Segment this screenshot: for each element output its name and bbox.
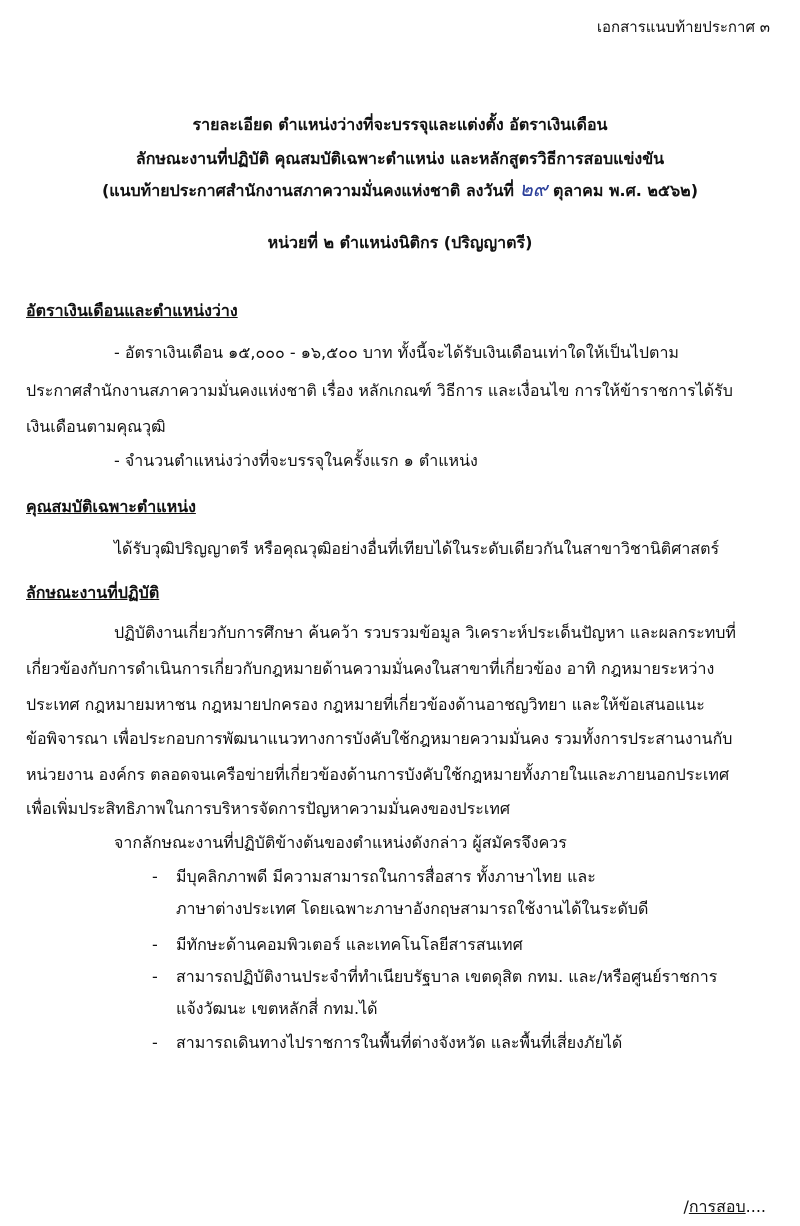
title-line-3-post: ตุลาคม พ.ศ. ๒๕๖๒) <box>552 181 699 200</box>
salary-bullet-2: - จำนวนตำแหน่งว่างที่จะบรรจุในครั้งแรก ๑ ตำแหน่ง <box>114 451 478 470</box>
continuation-dots: .... <box>745 1197 766 1216</box>
bullet-mark: - <box>152 935 158 954</box>
continuation-link: การสอบ <box>688 1197 746 1216</box>
salary-heading: อัตราเงินเดือนและตำแหน่งว่าง <box>26 301 238 320</box>
salary-bullet-1-line-3: เงินเดือนตามคุณวุฒิ <box>26 417 166 436</box>
duties-bullet-3-line-2: แจ้งวัฒนะ เขตหลักสี่ กทม.ได้ <box>176 999 378 1018</box>
handwritten-date: ๒๙ <box>519 177 548 201</box>
duties-bullet-1-line-2: ภาษาต่างประเทศ โดยเฉพาะภาษาอังกฤษสามารถใช้งานได้ในระดับดี <box>176 899 649 918</box>
qualification-heading: คุณสมบัติเฉพาะตำแหน่ง <box>26 497 196 516</box>
duties-line: ประเทศ กฎหมายมหาชน กฎหมายปกครอง กฎหมายที่เกี่ยวข้องด้านอาชญวิทยา และให้ข้อเสนอแนะ <box>26 695 705 714</box>
unit-title: หน่วยที่ ๒ ตำแหน่งนิติกร (ปริญญาตรี) <box>267 233 533 252</box>
title-line-3-pre: (แนบท้ายประกาศสำนักงานสภาความมั่นคงแห่งชาติ ลงวันที่ <box>101 181 514 200</box>
header-reference: เอกสารแนบท้ายประกาศ ๓ <box>596 18 770 36</box>
qualification-text: ได้รับวุฒิปริญญาตรี หรือคุณวุฒิอย่างอื่นที่เทียบได้ในระดับเดียวกันในสาขาวิชานิติศาสตร์ <box>114 539 720 558</box>
salary-bullet-1-line-2: ประกาศสำนักงานสภาความมั่นคงแห่งชาติ เรื่อง หลักเกณฑ์ วิธีการ และเงื่อนไข การให้ข้าราชการได้รับ <box>26 381 733 400</box>
duties-line: ปฏิบัติงานเกี่ยวกับการศึกษา ค้นคว้า รวบรวมข้อมูล วิเคราะห์ประเด็นปัญหา และผลกระทบที่ <box>114 623 736 642</box>
duties-line: เพื่อเพิ่มประสิทธิภาพในการบริหารจัดการปัญหาความมั่นคงของประเทศ <box>26 799 511 818</box>
duties-bullet-4-line-1: สามารถเดินทางไปราชการในพื้นที่ต่างจังหวัด และพื้นที่เสี่ยงภัยได้ <box>176 1033 623 1052</box>
duties-line: ข้อพิจารณา เพื่อประกอบการพัฒนาแนวทางการบังคับใช้กฎหมายความมั่นคง รวมทั้งการประสานงานกับ <box>26 729 733 748</box>
duties-bullet-1-line-1: มีบุคลิกภาพดี มีความสามารถในการสื่อสาร ทั้งภาษาไทย และ <box>176 867 596 886</box>
title-line-2: ลักษณะงานที่ปฏิบัติ คุณสมบัติเฉพาะตำแหน่ง และหลักสูตรวิธีการสอบแข่งขัน <box>135 149 665 168</box>
continuation-marker <box>683 1196 766 1218</box>
title-line-3 <box>0 178 800 202</box>
continuation-slash: / <box>683 1197 689 1216</box>
duties-line: เกี่ยวข้องกับการดำเนินการเกี่ยวกับกฎหมายด้านความมั่นคงในสาขาที่เกี่ยวข้อง อาทิ กฎหมายระหว่าง <box>26 659 715 678</box>
duties-heading: ลักษณะงานที่ปฏิบัติ <box>26 583 160 602</box>
bullet-mark: - <box>152 867 158 886</box>
duties-bullet-3-line-1: สามารถปฏิบัติงานประจำที่ทำเนียบรัฐบาล เขตดุสิต กทม. และ/หรือศูนย์ราชการ <box>176 967 718 986</box>
bullet-mark: - <box>152 967 158 986</box>
duties-line: หน่วยงาน องค์กร ตลอดจนเครือข่ายที่เกี่ยวข้องด้านการบังคับใช้กฎหมายทั้งภายในและภายนอกประเทศ <box>26 765 730 784</box>
title-line-1: รายละเอียด ตำแหน่งว่างที่จะบรรจุและแต่งตั้ง อัตราเงินเดือน <box>192 115 608 134</box>
duties-bullet-2-line-1: มีทักษะด้านคอมพิวเตอร์ และเทคโนโลยีสารสนเทศ <box>176 935 523 954</box>
salary-bullet-1-line-1: - อัตราเงินเดือน ๑๕,๐๐๐ - ๑๖,๕๐๐ บาท ทั้งนี้จะได้รับเงินเดือนเท่าใดให้เป็นไปตาม <box>114 343 679 362</box>
bullet-mark: - <box>152 1033 158 1052</box>
duties-intro: จากลักษณะงานที่ปฏิบัติข้างต้นของตำแหน่งดังกล่าว ผู้สมัครจึงควร <box>114 833 567 852</box>
